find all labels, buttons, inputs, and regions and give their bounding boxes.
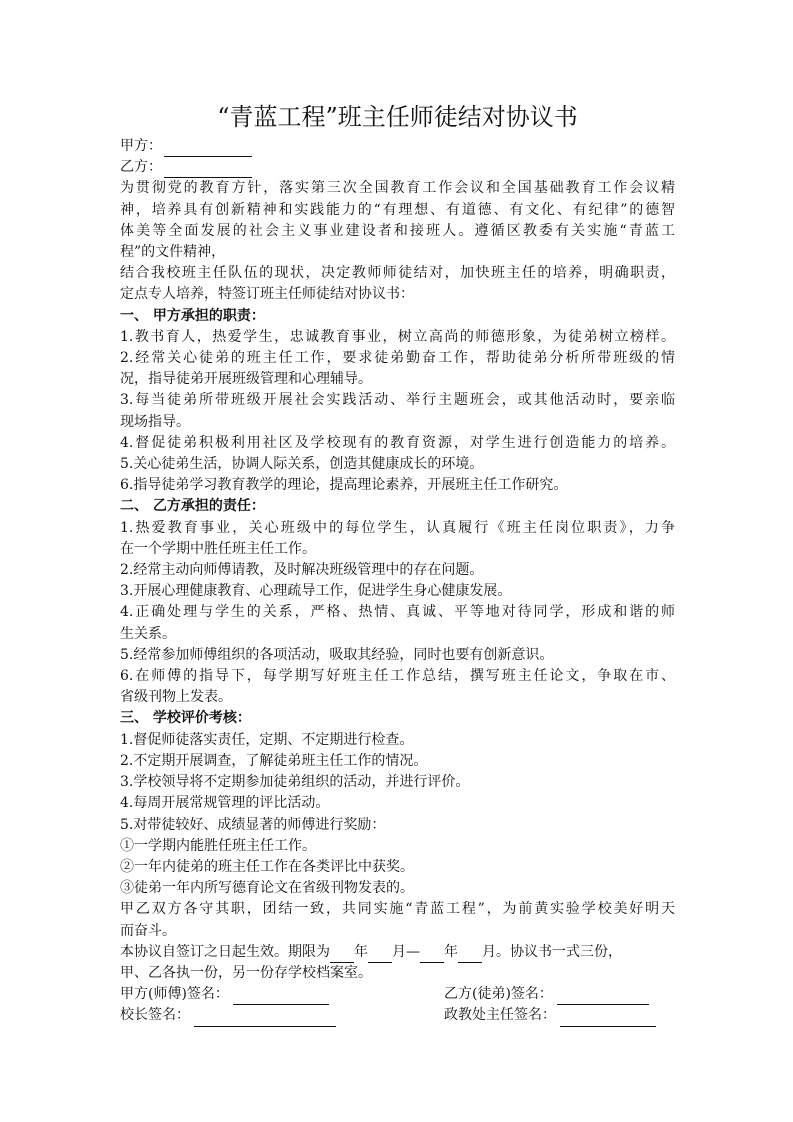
list-item: 2.经常主动向师傅请教，及时解决班级管理中的存在问题。	[120, 562, 484, 579]
list-item: 1.热爱教育事业，关心班级中的每位学生，认真履行《班主任岗位职责》，力争	[120, 519, 675, 536]
signature-row	[120, 984, 675, 1005]
list-item: 1.督促师徒落实责任，定期、不定期进行检查。	[120, 731, 414, 748]
intro-line: 程”的文件精神，	[120, 244, 226, 261]
list-item: 4.督促徒弟积极利用社区及学校现有的教育资源，对学生进行创造能力的培养。	[120, 434, 675, 451]
section-heading-party-b: 二、 乙方承担的责任：	[120, 498, 265, 515]
director-signature-label: 政教处主任签名：	[444, 1007, 556, 1024]
list-item: 3.学校领导将不定期参加徒弟组织的活动，并进行评价。	[120, 774, 470, 791]
agreement-document	[120, 100, 675, 1027]
copies-line: 甲、乙各执一份，另一份存学校档案室。	[120, 964, 372, 981]
validity-suffix: 月。协议书一式三份，	[482, 943, 622, 960]
apprentice-signature-label: 乙方(徒弟)签名：	[444, 986, 553, 1003]
section-heading-school: 三、 学校评价考核：	[120, 710, 251, 727]
party-b-blank[interactable]	[164, 162, 252, 178]
list-item: ③徒弟一年内所写德育论文在省级刊物发表的。	[120, 880, 414, 897]
year-label: 年	[354, 943, 368, 960]
principal-signature	[120, 1005, 336, 1026]
validity-prefix: 本协议自签订之日起生效。期限为	[120, 943, 330, 960]
signature-row	[120, 1005, 675, 1026]
party-a-blank[interactable]	[164, 141, 252, 157]
apprentice-signature	[444, 984, 649, 1005]
section-heading-party-a: 一、 甲方承担的职责：	[120, 307, 265, 324]
principal-signature-blank[interactable]	[194, 1011, 336, 1027]
master-signature-blank[interactable]	[233, 989, 329, 1005]
year-label: 年	[444, 943, 458, 960]
principal-signature-label: 校长签名：	[120, 1007, 190, 1024]
intro-line: 体美等全面发展的社会主义事业建设者和接班人。遵循区教委有关实施“青蓝工	[120, 222, 675, 239]
list-item: 1.教书育人，热爱学生，忠诚教育事业，树立高尚的师德形象，为徒弟树立榜样。	[120, 328, 675, 345]
end-month-blank[interactable]	[458, 947, 482, 963]
closing-line: 甲乙双方各守其职，团结一致，共同实施“青蓝工程”，为前黄实验学校美好明天	[120, 901, 675, 918]
list-item: 3.每当徒弟所带班级开展社会实践活动、举行主题班会，或其他活动时，要亲临	[120, 392, 675, 409]
master-signature	[120, 984, 329, 1005]
validity-line	[120, 942, 675, 963]
director-signature	[444, 1005, 656, 1026]
apprentice-signature-blank[interactable]	[557, 989, 649, 1005]
list-item: 5.对带徒较好、成绩显著的师傅进行奖励：	[120, 816, 386, 833]
list-item: 省级刊物上发表。	[120, 689, 232, 706]
list-item: 现场指导。	[120, 413, 190, 430]
party-b-row	[120, 157, 675, 178]
list-item: ①一学期内能胜任班主任工作。	[120, 837, 316, 854]
start-year-blank[interactable]	[330, 947, 354, 963]
list-item: 3.开展心理健康教育、心理疏导工作，促进学生身心健康发展。	[120, 583, 512, 600]
list-item: 4.正确处理与学生的关系，严格、热情、真诚、平等地对待同学，形成和谐的师	[120, 604, 675, 621]
list-item: 2.不定期开展调查，了解徒弟班主任工作的情况。	[120, 752, 428, 769]
intro-line: 神，培养具有创新精神和实践能力的“有理想、有道德、有文化、有纪律”的德智	[120, 201, 675, 218]
list-item: 生关系。	[120, 625, 176, 642]
list-item: 5.关心徒弟生活，协调人际关系，创造其健康成长的环境。	[120, 456, 484, 473]
document-title: “青蓝工程”班主任师徒结对协议书	[217, 103, 578, 131]
start-month-blank[interactable]	[368, 947, 392, 963]
list-item: 4.每周开展常规管理的评比活动。	[120, 795, 330, 812]
list-item: 5.经常参加师傅组织的各项活动，吸取其经验，同时也要有创新意识。	[120, 646, 554, 663]
director-signature-blank[interactable]	[560, 1011, 656, 1027]
list-item: 6.在师傅的指导下，每学期写好班主任工作总结，撰写班主任论文，争取在市、	[120, 668, 675, 685]
list-item: 6.指导徒弟学习教育教学的理论，提高理论素养，开展班主任工作研究。	[120, 477, 568, 494]
list-item: 2.经常关心徒弟的班主任工作，要求徒弟勤奋工作，帮助徒弟分析所带班级的情	[120, 350, 675, 367]
intro-line: 为贯彻党的教育方针，落实第三次全国教育工作会议和全国基础教育工作会议精	[120, 180, 675, 197]
closing-line: 而奋斗。	[120, 922, 176, 939]
party-b-label: 乙方：	[120, 159, 162, 176]
list-item: ②一年内徒弟的班主任工作在各类评比中获奖。	[120, 858, 414, 875]
list-item: 况，指导徒弟开展班级管理和心理辅导。	[120, 371, 372, 388]
master-signature-label: 甲方(师傅)签名：	[120, 986, 229, 1003]
end-year-blank[interactable]	[420, 947, 444, 963]
list-item: 在一个学期中胜任班主任工作。	[120, 540, 316, 557]
party-a-label: 甲方：	[120, 138, 162, 154]
party-a-row	[120, 136, 675, 157]
intro-line: 结合我校班主任队伍的现状，决定教师师徒结对，加快班主任的培养，明确职责，	[120, 265, 675, 282]
month-dash-label: 月—	[392, 943, 420, 960]
intro-line: 定点专人培养，特签订班主任师徒结对协议书：	[120, 286, 414, 303]
